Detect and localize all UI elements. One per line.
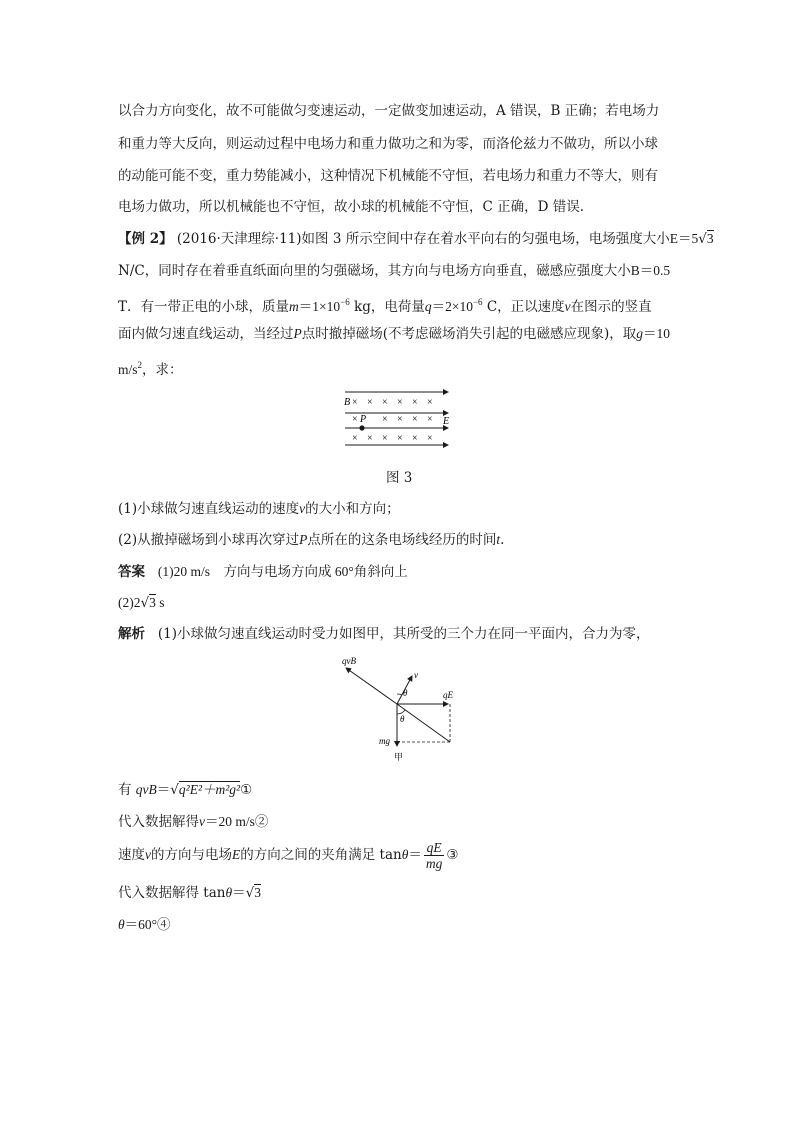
example-line-3 [118,292,652,317]
svg-text:×: × [412,433,418,444]
question-2: (2)从撤掉磁场到小球再次穿过P点所在的这条电场线经历的时间t. [118,532,505,548]
label-qE: qE [443,690,453,700]
svg-text:×: × [397,414,403,425]
svg-text:×: × [382,433,388,444]
example-line-4 [118,324,670,344]
field-strength: E＝5 [669,231,699,246]
figure-force-diagram [336,652,476,764]
exponent: −6 [472,297,483,307]
label-qvB: qvB [342,656,356,666]
mass-value: ＝1×10 [298,299,341,314]
figure-jia-caption: 甲 [394,752,404,762]
example-text: 在图示的竖直 [570,299,652,315]
exponent: −6 [340,297,350,307]
analysis-text: (1)小球做匀速直线运动时受力如图甲，其所受的三个力在同一平面内，合力为零， [157,626,650,642]
paragraph-line-3: 的动能可能不变，重力势能减小，这种情况下机械能不守恒，若电场力和重力不等大，则有 [118,168,658,184]
paragraph-line-4: 电场力做功，所以机械能也不守恒，故小球的机械能不守恒，C 正确，D 错误. [118,199,585,215]
example-text: 面内做匀速直线运动，当经过 [118,326,294,342]
label-P: P [360,414,367,425]
var-m: m [289,299,299,314]
example-text: N/C，同时存在着垂直纸面向里的匀强磁场，其方向与电场方向垂直，磁感应强度大小 [118,263,631,279]
answer-line-2: (2)2√3 s [118,595,165,611]
var-P: P [293,326,302,341]
g-value: ＝10 [643,326,671,341]
example-text: C，正以速度 [482,299,565,315]
answer-1: (1)20 m/s 方向与电场方向成 60°角斜向上 [157,564,408,579]
paragraph-line-1: 以合力方向变化，故不可能做匀变速运动，一定做变加速运动，A 错误，B 正确；若电场力 [118,103,660,119]
equation-4: 代入数据解得 tanθ＝√3 [118,885,261,901]
svg-text:×: × [427,414,433,425]
label-mg: mg [379,736,390,746]
var-g: g [636,326,644,341]
figure-3-caption: 图 3 [386,470,413,486]
svg-text:×: × [352,414,358,425]
label-v: v [414,670,418,680]
svg-text:×: × [397,433,403,444]
equation-3: 速度v的方向与电场E的方向之间的夹角满足 tanθ＝ $\frac{qE}{mg}$ ③ [118,840,459,871]
equation-5: θ＝60°④ [118,917,171,932]
example-text: (2016·天津理综·11)如图 3 所示空间中存在着水平向右的匀强电场，电场强度大小 [176,231,670,247]
svg-text:×: × [412,397,418,408]
example-line-2 [118,261,670,281]
svg-text:×: × [427,433,433,444]
unit: m/s [118,362,138,377]
svg-text:×: × [382,397,388,408]
question-1: (1)小球做匀速直线运动的速度v的大小和方向； [118,501,400,517]
resultant-line [397,704,450,742]
answer-label: 答案 [118,564,145,580]
force-qvB-arrow [346,668,397,704]
angle-arc [397,694,402,695]
example-tag: 【例 2】 [118,231,173,247]
label-E: E [443,416,450,427]
label-B: B [344,397,351,408]
ball-P [359,425,364,430]
svg-text:×: × [397,397,403,408]
exponent: 2 [137,360,143,370]
svg-text:×: × [352,397,358,408]
var-q: q [424,299,432,314]
figure-3 [340,388,460,450]
var-v: v [564,299,571,314]
example-line-5 [118,355,183,380]
label-theta-1: θ [403,688,408,698]
cross-row-1 [352,397,433,408]
example-text: 点时撤掉磁场(不考虑磁场消失引起的电磁感应现象)，取 [301,326,637,342]
example-text: T．有一带正电的小球，质量 [118,299,290,315]
example-line-1: 【例 2】 (2016·天津理综·11)如图 3 所示空间中存在着水平向右的匀强电场，电场强度大小E＝5√3 [118,231,714,247]
answer-line-1 [118,562,408,582]
example-text: kg，电荷量 [349,299,425,315]
svg-text:×: × [427,397,433,408]
svg-text:×: × [382,414,388,425]
charge-value: ＝2×10 [431,299,473,314]
magnetic-induction: B＝0.5 [630,263,671,278]
svg-text:×: × [412,414,418,425]
equation-1: 有 qvB＝√q²E²＋m²g²① [118,782,253,798]
svg-text:×: × [367,397,373,408]
analysis-line [118,624,650,644]
analysis-label: 解析 [118,626,145,642]
svg-text:×: × [352,433,358,444]
label-theta-2: θ [400,714,405,724]
fraction-qE-mg: $\frac{qE}{mg}$ [425,840,443,871]
cross-row-3 [352,433,433,444]
svg-text:×: × [367,433,373,444]
paragraph-line-2: 和重力等大反向，则运动过程中电场力和重力做功之和为零，而洛伦兹力不做功，所以小球 [118,136,658,152]
sqrt-3: 3 [706,231,714,246]
equation-2: 代入数据解得v＝20 m/s② [118,814,269,830]
example-text: ，求： [142,362,183,378]
